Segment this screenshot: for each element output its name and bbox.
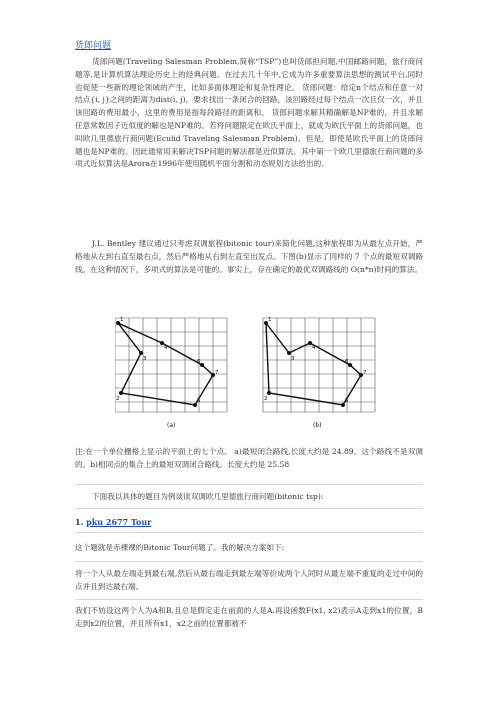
example-intro: 下面我以具体的题目为例谈谈双调欧几里德旅行商问题(bitonic tsp): [92, 492, 324, 501]
divider [75, 508, 423, 509]
point-7-label-b: 7 [363, 370, 367, 376]
point-1-label-a: 1 [120, 317, 124, 323]
document-title[interactable]: 货郎问题 [75, 41, 112, 51]
point-5-label-b: 5 [345, 398, 349, 404]
divider [75, 532, 423, 533]
bitonic-paragraph: J.L. Bentley 建议通过只考虑双调旅程(bitonic tour)来简化问题,这种旅程即为从最左点开始，严格地从左到右直至最右点，然后严格地从右到左直至出发点。下图(b)显示了同样的 7 个点的最短双调路线。在这种情况下，多项式的算法是可能的。事实上，存在确定的最优双调路线的 O(n*n)时间的算法。 [75, 239, 423, 274]
figure-b-label: (b) [313, 422, 322, 429]
divider [75, 561, 423, 562]
point-4-label-b: 4 [312, 345, 316, 351]
grid-b [263, 318, 375, 412]
divider [75, 484, 423, 485]
point-2-label-b: 2 [264, 396, 268, 402]
intro-paragraph: 货郎问题(Traveling Salesman Problem,简称“TSP”)也叫货郎担问题,中国邮路问题，旅行商问题等,是计算机算法理论历史上的经典问题。在过去几十年中,它成为许多重要算法思想的测试平台,同时也促使一些新的理论领域的产生，比如多面体理论和复杂性理论。 货郎问题：给定n个结点和任意一对结点{i, j}之间的距离为dist(i, j)，要求找出一条闭合的回路，该回路经过每个结点一次且仅一次，并且该回路的费用最小，这里的费用是指每段路径的距离和。 货郎问题求解其精确解是NP难的，并且求解任意常数因子近似度的解也是NP难的。若将问题限定在欧氏平面上，就成为欧氏平面上的货郎问题，也叫欧几里德旅行商问题(Eculid Traveling Salesman Problem)。但是，即使是欧氏平面上的货郎问题也是NP难的。因此通常用来解决TSP问题的解法都是近似算法。其中第一个欧几里德旅行商问题的多项式近似算法是Arora在1996年使用随机平面分割和动态规划方法给出的。 [75, 57, 423, 169]
solution-intro: 这个题就是赤裸裸的Bitonic Tour问题了。我的解决方案如下: [75, 543, 285, 552]
point-7-label-a: 7 [215, 370, 219, 376]
problem-heading [75, 517, 151, 527]
point-1-label-b: 1 [268, 317, 272, 323]
figure-note: 注:在一个单位栅格上显示的平面上的七个点。 a)最短闭合路线,长度大约是 24.89。这个路线不是双调的。b)相同点的集合上的最短双调闭合路线。长度大约是 25.58 [75, 447, 423, 469]
point-5-label-a: 5 [197, 398, 201, 404]
problem-link[interactable]: pku 2677 Tour [86, 517, 152, 527]
grid-a [115, 318, 227, 412]
point-3-label-a: 3 [143, 356, 147, 362]
divider [75, 599, 423, 600]
point-2-label-a: 2 [116, 396, 120, 402]
tour-diagrams [115, 316, 383, 432]
solution-step-1: 将一个人从最左端走到最右端,然后从最右端走到最左端等价成两个人同时从最左端不重复的走过中间的点并且到达最右端。 [75, 569, 423, 591]
solution-step-2: 我们不妨设这两个人为A和B,且总是假定走在前面的人是A.再设函数F(x1, x2)表示A走到x1的位置，B走到x2的位置，并且所有x1，x2之前的位置都被不 [75, 606, 423, 628]
heading-number: 1. [75, 517, 84, 527]
bitonic-tour-figures [115, 316, 383, 432]
point-6-label-b: 6 [345, 359, 349, 365]
point-4-label-a: 4 [164, 345, 168, 351]
point-6-label-a: 6 [197, 359, 201, 365]
point-3-label-b: 3 [291, 356, 295, 362]
figure-a-label: (a) [167, 422, 176, 429]
